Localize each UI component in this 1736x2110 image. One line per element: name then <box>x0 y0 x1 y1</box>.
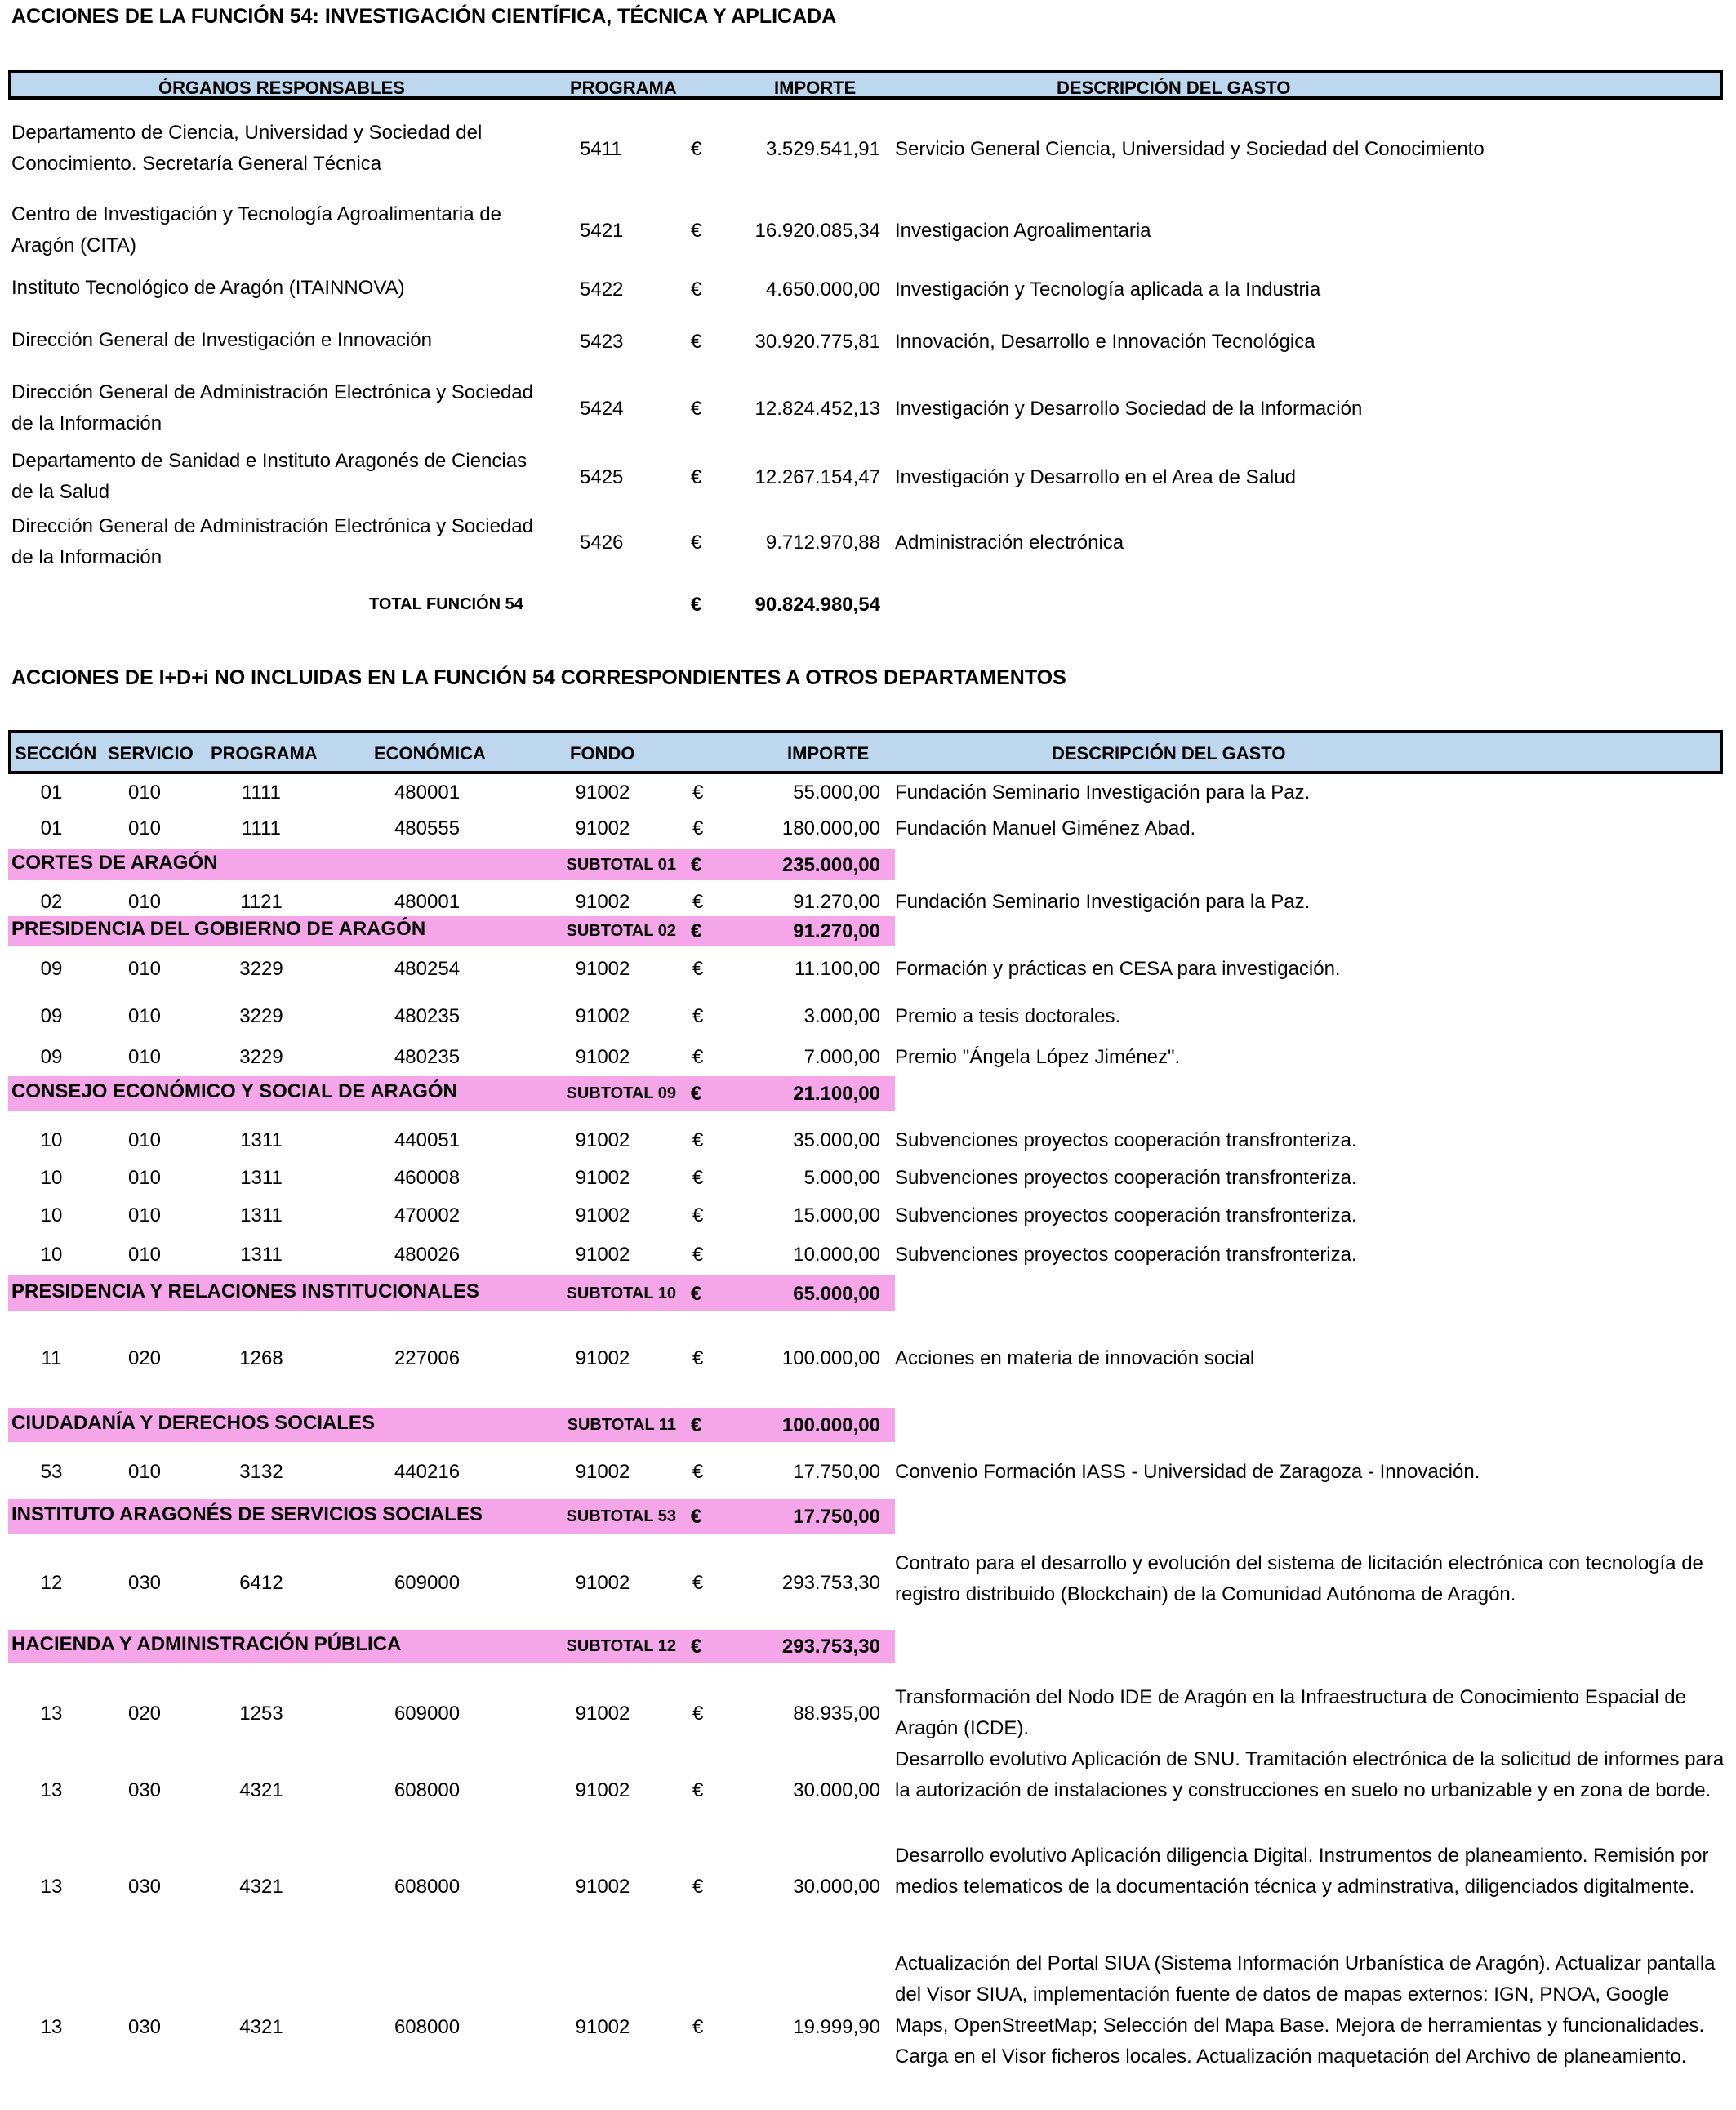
section1-title: ACCIONES DE LA FUNCIÓN 54: INVESTIGACIÓN CIENTÍFICA, TÉCNICA Y APLICADA <box>11 5 837 28</box>
euro-sign: € <box>692 958 704 980</box>
descripcion-gasto: Transformación del Nodo IDE de Aragón en la Infraestructura de Conocimiento Espacial de Aragón (ICDE). <box>895 1686 1686 1739</box>
subtotal-value: 17.750,00 <box>793 1506 880 1528</box>
importe: 11.100,00 <box>795 958 880 980</box>
servicio: 010 <box>127 1046 162 1068</box>
importe: 293.753,30 <box>781 1572 880 1594</box>
seccion: 12 <box>40 1572 63 1594</box>
importe: 30.920.775,81 <box>754 331 880 353</box>
economica: 608000 <box>394 2016 461 2038</box>
header-importe: IMPORTE <box>774 78 857 98</box>
organo-responsable: Departamento de Sanidad e Instituto Aragonés de Ciencias de la Salud <box>11 450 527 503</box>
fondo: 91002 <box>575 1703 630 1725</box>
euro-sign: € <box>692 1167 704 1189</box>
descripcion-gasto: Actualización del Portal SIUA (Sistema Información Urbanística de Aragón). Actualizar pantalla del Visor SIUA, implementación fuente de datos de mapas externos: IGN, PNOA, Google Maps, OpenStreetMap; Selección del Mapa Base. Mejora de herramientas y funcionalidades. Carga en el Visor ficheros locales. Actualización maquetación del Archivo de planeamiento. <box>895 1952 1716 2068</box>
economica: 609000 <box>394 1572 461 1594</box>
euro-sign: € <box>691 1283 702 1305</box>
importe: 19.999,90 <box>793 2016 880 2038</box>
subtotal-value: 293.753,30 <box>781 1636 880 1658</box>
seccion: 10 <box>40 1204 63 1226</box>
servicio: 010 <box>127 1244 162 1266</box>
subtotal-value: 100.000,00 <box>781 1414 880 1436</box>
economica: 227006 <box>394 1347 461 1369</box>
fondo: 91002 <box>575 1572 630 1594</box>
euro-sign: € <box>692 1572 704 1594</box>
organo-responsable: Departamento de Ciencia, Universidad y Sociedad del Conocimiento. Secretaría General Técnica <box>11 122 483 175</box>
fondo: 91002 <box>575 1876 630 1898</box>
economica: 480026 <box>394 1244 461 1266</box>
seccion: 13 <box>40 1703 63 1725</box>
descripcion-gasto: Innovación, Desarrollo e Innovación Tecnológica <box>895 331 1315 353</box>
importe: 17.750,00 <box>793 1461 880 1483</box>
programa: 5421 <box>580 220 624 242</box>
header-servicio: SERVICIO <box>108 743 194 763</box>
descripcion-gasto: Convenio Formación IASS - Universidad de Zaragoza - Innovación. <box>895 1461 1480 1483</box>
servicio: 010 <box>127 817 162 839</box>
header-descripcion2: DESCRIPCIÓN DEL GASTO <box>1052 743 1286 763</box>
economica: 480001 <box>394 781 461 803</box>
servicio: 010 <box>127 958 162 980</box>
descripcion-gasto: Subvenciones proyectos cooperación transfronteriza. <box>895 1244 1357 1266</box>
seccion: 10 <box>40 1167 63 1189</box>
euro-sign: € <box>692 1779 704 1801</box>
euro-sign: € <box>691 466 702 488</box>
programa: 1121 <box>240 891 283 913</box>
department-name: INSTITUTO ARAGONÉS DE SERVICIOS SOCIALES <box>11 1503 483 1525</box>
programa: 3132 <box>239 1461 283 1483</box>
economica: 470002 <box>394 1204 461 1226</box>
servicio: 010 <box>127 1167 162 1189</box>
subtotal-label: SUBTOTAL 01 <box>566 856 676 874</box>
section1-header <box>8 70 1723 100</box>
fondo: 91002 <box>575 1046 630 1068</box>
fondo: 91002 <box>575 817 630 839</box>
descripcion-gasto: Administración electrónica <box>895 532 1124 554</box>
euro-sign: € <box>692 1703 704 1725</box>
descripcion-gasto: Investigación y Desarrollo Sociedad de la Información <box>895 398 1363 420</box>
descripcion-gasto: Fundación Seminario Investigación para la Paz. <box>895 781 1311 803</box>
importe: 3.000,00 <box>803 1005 880 1027</box>
descripcion-gasto: Premio "Ángela López Jiménez". <box>895 1046 1181 1068</box>
importe: 12.267.154,47 <box>754 466 880 488</box>
subtotal-label: SUBTOTAL 11 <box>567 1416 676 1434</box>
subtotal-label: SUBTOTAL 02 <box>566 922 676 940</box>
servicio: 030 <box>127 1876 162 1898</box>
descripcion-gasto: Investigación y Desarrollo en el Area de Salud <box>895 466 1296 488</box>
economica: 609000 <box>394 1703 461 1725</box>
fondo: 91002 <box>575 891 630 913</box>
servicio: 030 <box>127 1779 162 1801</box>
programa: 1253 <box>239 1703 283 1725</box>
seccion: 09 <box>40 1005 63 1027</box>
euro-sign: € <box>692 781 704 803</box>
department-name: CIUDADANÍA Y DERECHOS SOCIALES <box>11 1412 375 1434</box>
descripcion-gasto: Subvenciones proyectos cooperación transfronteriza. <box>895 1167 1357 1189</box>
euro-sign: € <box>692 1347 704 1369</box>
programa: 3229 <box>239 1005 283 1027</box>
importe: 5.000,00 <box>803 1167 880 1189</box>
programa: 5424 <box>580 398 624 420</box>
subtotal-value: 91.270,00 <box>793 920 880 942</box>
servicio: 010 <box>127 891 162 913</box>
subtotal-value: 21.100,00 <box>793 1083 880 1105</box>
programa: 1311 <box>240 1204 283 1226</box>
department-name: CONSEJO ECONÓMICO Y SOCIAL DE ARAGÓN <box>11 1080 457 1102</box>
importe: 3.529.541,91 <box>765 138 880 160</box>
servicio: 010 <box>127 1204 162 1226</box>
importe: 100.000,00 <box>781 1347 880 1369</box>
programa: 4321 <box>239 1876 283 1898</box>
programa: 1111 <box>241 781 282 803</box>
subtotal-label: SUBTOTAL 10 <box>566 1284 676 1302</box>
euro-sign: € <box>691 220 702 242</box>
descripcion-gasto: Contrato para el desarrollo y evolución del sistema de licitación electrónica con tecnología de registro distribuido (Blockchain) de la Comunidad Autónoma de Aragón. <box>895 1552 1703 1605</box>
header-programa: PROGRAMA <box>570 78 677 98</box>
economica: 480555 <box>394 817 461 839</box>
euro-sign: € <box>691 1083 702 1105</box>
seccion: 13 <box>40 1779 63 1801</box>
importe: 12.824.452,13 <box>754 398 880 420</box>
programa: 5425 <box>580 466 624 488</box>
euro-sign: € <box>691 398 702 420</box>
subtotal-label: SUBTOTAL 53 <box>566 1507 676 1525</box>
importe: 55.000,00 <box>793 781 880 803</box>
euro-sign: € <box>691 1414 702 1436</box>
descripcion-gasto: Fundación Manuel Giménez Abad. <box>895 817 1196 839</box>
euro-sign: € <box>692 1876 704 1898</box>
organo-responsable: Dirección General de Investigación e Innovación <box>11 329 432 351</box>
programa: 1311 <box>240 1167 283 1189</box>
euro-sign: € <box>692 1244 704 1266</box>
importe: 15.000,00 <box>793 1204 880 1226</box>
fondo: 91002 <box>575 958 630 980</box>
servicio: 010 <box>127 1129 162 1151</box>
fondo: 91002 <box>575 1005 630 1027</box>
importe: 30.000,00 <box>793 1876 880 1898</box>
department-name: CORTES DE ARAGÓN <box>11 852 218 874</box>
organo-responsable: Instituto Tecnológico de Aragón (ITAINNOVA) <box>11 277 405 299</box>
organo-responsable: Dirección General de Administración Electrónica y Sociedad de la Información <box>11 515 533 568</box>
servicio: 020 <box>127 1703 162 1725</box>
department-name: HACIENDA Y ADMINISTRACIÓN PÚBLICA <box>11 1633 402 1655</box>
subtotal-label: SUBTOTAL 09 <box>566 1084 676 1102</box>
header-fondo: FONDO <box>570 743 635 763</box>
programa: 6412 <box>239 1572 283 1594</box>
importe: 16.920.085,34 <box>754 220 880 242</box>
fondo: 91002 <box>575 1779 630 1801</box>
descripcion-gasto: Formación y prácticas en CESA para investigación. <box>895 958 1341 980</box>
programa: 4321 <box>239 1779 283 1801</box>
seccion: 13 <box>40 2016 63 2038</box>
importe: 7.000,00 <box>803 1046 880 1068</box>
seccion: 10 <box>40 1244 63 1266</box>
seccion: 53 <box>40 1461 63 1483</box>
department-name: PRESIDENCIA DEL GOBIERNO DE ARAGÓN <box>11 918 426 940</box>
header-seccion: SECCIÓN <box>15 743 97 763</box>
importe: 9.712.970,88 <box>765 532 880 554</box>
fondo: 91002 <box>575 1204 630 1226</box>
importe: 10.000,00 <box>793 1244 880 1266</box>
programa: 1111 <box>241 817 282 839</box>
total-label: TOTAL FUNCIÓN 54 <box>369 595 523 613</box>
seccion: 13 <box>40 1876 63 1898</box>
euro-sign: € <box>691 138 702 160</box>
seccion: 09 <box>40 958 63 980</box>
header-importe2: IMPORTE <box>787 743 870 763</box>
programa: 5422 <box>580 278 624 300</box>
descripcion-gasto: Desarrollo evolutivo Aplicación diligencia Digital. Instrumentos de planeamiento. Remisión por medios telematicos de la documentación técnica y adminstrativa, diligenciados digitalmente. <box>895 1845 1709 1898</box>
economica: 440216 <box>394 1461 461 1483</box>
economica: 608000 <box>394 1779 461 1801</box>
header-economica: ECONÓMICA <box>374 743 486 763</box>
euro-sign: € <box>692 1005 704 1027</box>
programa: 5411 <box>580 138 622 160</box>
total-euro: € <box>691 594 702 616</box>
servicio: 030 <box>127 1572 162 1594</box>
descripcion-gasto: Investigacion Agroalimentaria <box>895 220 1151 242</box>
servicio: 020 <box>127 1347 162 1369</box>
section2-header <box>8 730 1723 774</box>
importe: 88.935,00 <box>793 1703 880 1725</box>
economica: 460008 <box>394 1167 461 1189</box>
euro-sign: € <box>692 891 704 913</box>
subtotal-value: 65.000,00 <box>793 1283 880 1305</box>
seccion: 11 <box>41 1347 62 1369</box>
descripcion-gasto: Acciones en materia de innovación social <box>895 1347 1255 1369</box>
fondo: 91002 <box>575 781 630 803</box>
fondo: 91002 <box>575 1461 630 1483</box>
economica: 480254 <box>394 958 461 980</box>
subtotal-label: SUBTOTAL 12 <box>566 1637 676 1655</box>
fondo: 91002 <box>575 2016 630 2038</box>
economica: 440051 <box>394 1129 461 1151</box>
descripcion-gasto: Fundación Seminario Investigación para la Paz. <box>895 891 1311 913</box>
seccion: 01 <box>40 781 63 803</box>
euro-sign: € <box>692 1129 704 1151</box>
euro-sign: € <box>692 1461 704 1483</box>
servicio: 030 <box>127 2016 162 2038</box>
euro-sign: € <box>692 1204 704 1226</box>
header-descripcion: DESCRIPCIÓN DEL GASTO <box>1057 78 1291 98</box>
euro-sign: € <box>691 1506 702 1528</box>
descripcion-gasto: Investigación y Tecnología aplicada a la Industria <box>895 278 1321 300</box>
fondo: 91002 <box>575 1129 630 1151</box>
servicio: 010 <box>127 781 162 803</box>
programa: 4321 <box>239 2016 283 2038</box>
descripcion-gasto: Desarrollo evolutivo Aplicación de SNU. Tramitación electrónica de la solicitud de informes para la autorización de instalaciones y construcciones en suelo no urbanizable y en zona de borde. <box>895 1748 1725 1801</box>
programa: 3229 <box>239 1046 283 1068</box>
seccion: 09 <box>40 1046 63 1068</box>
organo-responsable: Centro de Investigación y Tecnología Agroalimentaria de Aragón (CITA) <box>11 203 501 256</box>
importe: 91.270,00 <box>793 891 880 913</box>
importe: 30.000,00 <box>793 1779 880 1801</box>
subtotal-value: 235.000,00 <box>781 854 880 876</box>
programa: 1311 <box>240 1244 283 1266</box>
euro-sign: € <box>691 532 702 554</box>
total-value: 90.824.980,54 <box>754 594 880 616</box>
header-organos: ÓRGANOS RESPONSABLES <box>158 78 405 98</box>
organo-responsable: Dirección General de Administración Electrónica y Sociedad de la Información <box>11 381 533 434</box>
euro-sign: € <box>692 2016 704 2038</box>
euro-sign: € <box>692 817 704 839</box>
importe: 35.000,00 <box>793 1129 880 1151</box>
programa: 1311 <box>240 1129 283 1151</box>
fondo: 91002 <box>575 1347 630 1369</box>
importe: 180.000,00 <box>781 817 880 839</box>
euro-sign: € <box>691 854 702 876</box>
euro-sign: € <box>691 920 702 942</box>
servicio: 010 <box>127 1461 162 1483</box>
department-name: PRESIDENCIA Y RELACIONES INSTITUCIONALES <box>11 1280 479 1302</box>
seccion: 10 <box>40 1129 63 1151</box>
economica: 608000 <box>394 1876 461 1898</box>
descripcion-gasto: Premio a tesis doctorales. <box>895 1005 1121 1027</box>
programa: 5423 <box>580 331 624 353</box>
programa: 5426 <box>580 532 624 554</box>
importe: 4.650.000,00 <box>765 278 880 300</box>
servicio: 010 <box>127 1005 162 1027</box>
economica: 480235 <box>394 1046 461 1068</box>
programa: 3229 <box>239 958 283 980</box>
descripcion-gasto: Subvenciones proyectos cooperación transfronteriza. <box>895 1204 1357 1226</box>
programa: 1268 <box>239 1347 283 1369</box>
seccion: 01 <box>40 817 63 839</box>
descripcion-gasto: Subvenciones proyectos cooperación transfronteriza. <box>895 1129 1357 1151</box>
euro-sign: € <box>691 331 702 353</box>
section2-title: ACCIONES DE I+D+i NO INCLUIDAS EN LA FUNCIÓN 54 CORRESPONDIENTES A OTROS DEPARTAMENTOS <box>11 666 1066 689</box>
descripcion-gasto: Servicio General Ciencia, Universidad y Sociedad del Conocimiento <box>895 138 1485 160</box>
euro-sign: € <box>691 1636 702 1658</box>
economica: 480001 <box>394 891 461 913</box>
seccion: 02 <box>40 891 63 913</box>
euro-sign: € <box>692 1046 704 1068</box>
euro-sign: € <box>691 278 702 300</box>
header-programa2: PROGRAMA <box>211 743 318 763</box>
fondo: 91002 <box>575 1167 630 1189</box>
fondo: 91002 <box>575 1244 630 1266</box>
economica: 480235 <box>394 1005 461 1027</box>
